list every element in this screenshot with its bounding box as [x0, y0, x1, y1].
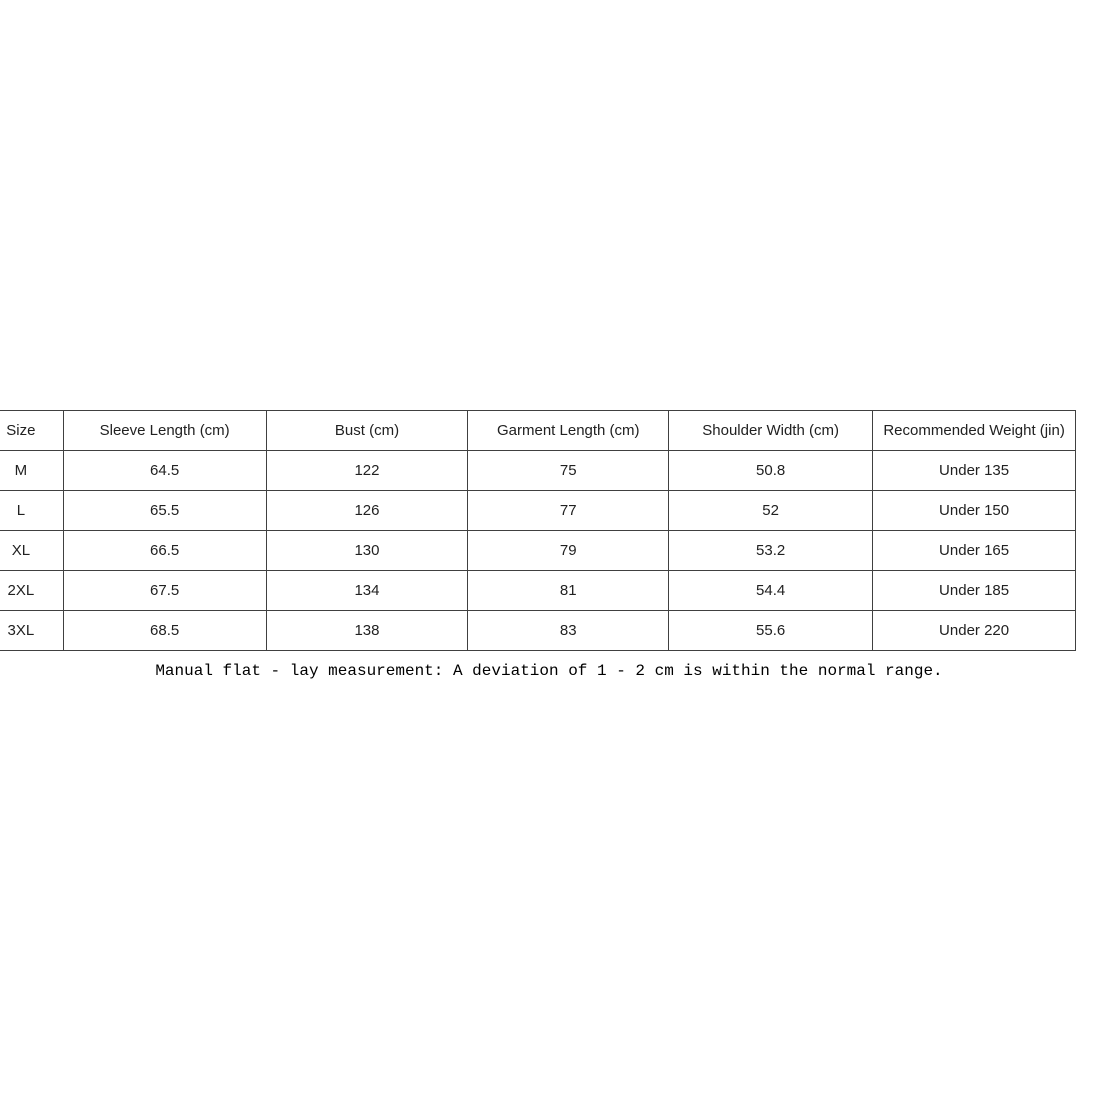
- table-cell: 55.6: [669, 611, 873, 651]
- table-row-3xl: [0, 611, 1076, 651]
- size-label: 3XL: [0, 611, 63, 651]
- table-cell: 81: [468, 571, 669, 611]
- table-cell: 122: [266, 451, 468, 491]
- table-cell: 134: [266, 571, 468, 611]
- table-row-xl: [0, 531, 1076, 571]
- table-row-m: [0, 451, 1076, 491]
- table-cell: 130: [266, 531, 468, 571]
- table-cell: 64.5: [63, 451, 266, 491]
- table-cell: 83: [468, 611, 669, 651]
- column-header-shoulder-width: Shoulder Width (cm): [669, 411, 873, 451]
- table-row-l: [0, 491, 1076, 531]
- table-row-2xl: [0, 571, 1076, 611]
- column-header-size: Size: [0, 411, 63, 451]
- table-cell: 50.8: [669, 451, 873, 491]
- table-cell: 126: [266, 491, 468, 531]
- table-cell: 77: [468, 491, 669, 531]
- column-header-garment-length: Garment Length (cm): [468, 411, 669, 451]
- column-header-sleeve-length: Sleeve Length (cm): [63, 411, 266, 451]
- table-cell: 68.5: [63, 611, 266, 651]
- size-label: XL: [0, 531, 63, 571]
- column-header-bust: Bust (cm): [266, 411, 468, 451]
- table-cell: 54.4: [669, 571, 873, 611]
- table-cell: Under 135: [873, 451, 1076, 491]
- table-cell: 75: [468, 451, 669, 491]
- table-cell: Under 165: [873, 531, 1076, 571]
- table-cell: Under 185: [873, 571, 1076, 611]
- size-label: L: [0, 491, 63, 531]
- table-cell: 52: [669, 491, 873, 531]
- measurement-disclaimer: Manual flat - lay measurement: A deviation of 1 - 2 cm is within the normal range.: [155, 662, 943, 680]
- table-cell: 138: [266, 611, 468, 651]
- table-cell: Under 150: [873, 491, 1076, 531]
- table-cell: 66.5: [63, 531, 266, 571]
- size-label: M: [0, 451, 63, 491]
- size-chart-table: [0, 410, 1076, 651]
- table-cell: Under 220: [873, 611, 1076, 651]
- table-cell: 79: [468, 531, 669, 571]
- table-cell: 53.2: [669, 531, 873, 571]
- table-cell: 65.5: [63, 491, 266, 531]
- size-label: 2XL: [0, 571, 63, 611]
- table-cell: 67.5: [63, 571, 266, 611]
- column-header-recommended-weight: Recommended Weight (jin): [873, 411, 1076, 451]
- table-header-row: [0, 411, 1076, 451]
